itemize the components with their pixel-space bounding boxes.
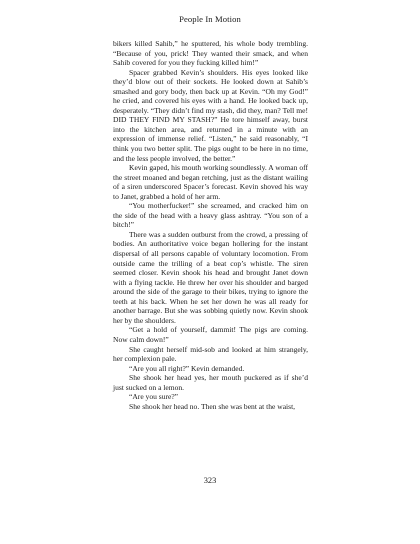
page-body-text xyxy=(113,39,308,411)
paragraph: She shook her head yes, her mouth puckered as if she’d just sucked on a lemon. xyxy=(113,373,308,392)
paragraph: “You motherfucker!” she screamed, and cracked him on the side of the head with a heavy glass ashtray. “You son of a bitch!” xyxy=(113,201,308,230)
running-header: People In Motion xyxy=(179,14,241,24)
paragraph: “Get a hold of yourself, dammit! The pigs are coming. Now calm down!” xyxy=(113,325,308,344)
paragraph: She caught herself mid-sob and looked at him strangely, her complexion pale. xyxy=(113,344,308,364)
paragraph: There was a sudden outburst from the crowd, a pressing of bodies. An authoritative voice began hollering for the instant dispersal of all persons capable of voluntary locomotion. From outside came the trilling of a beat cop’s whistle. The siren seemed closer. Kevin shook his head and brought Janet down with a flying tackle. He threw her over his shoulder and barged around the side of the garage to their bikes, trying to ignore the teeth at his back. When he set her down he was all ready for another barrage. But she was sobbing quietly now. Kevin shook her by the shoulders. xyxy=(113,229,308,325)
page-number: 323 xyxy=(203,476,217,485)
paragraph: “Are you sure?” xyxy=(129,392,179,402)
paragraph: She shook her head no. Then she was bent at the waist, xyxy=(129,401,296,411)
paragraph: Kevin gaped, his mouth working soundlessly. A woman off the street moaned and began retching, just as the distant wailing of a siren underscored Spacer’s forecast. Kevin shoved his way to Janet, grabbed a hold of her arm. xyxy=(113,163,308,201)
paragraph: bikers killed Sahib,” he sputtered, his whole body trembling. “Because of you, prick! They wanted their smack, and when Sahib covered for you they fucking killed him!” xyxy=(113,39,308,68)
paragraph: Spacer grabbed Kevin’s shoulders. His eyes looked like they’d blow out of their sockets. He looked down at Sahib’s smashed and gory body, then back up at Kevin. “Oh my God!” he cried, and covered his eyes with a hand. He looked back up, desperately. “They didn’t find my stash, did they, man? Tell me! DID THEY FIND MY STASH?” He tore himself away, burst into the kitchen area, and returned in a minute with an expression of immense relief. “Listen,” he said reasonably, “I think you two better split. The pigs ought to be here in no time, and the less people involved, the better.” xyxy=(113,67,308,163)
paragraph: “Are you all right?” Kevin demanded. xyxy=(129,363,245,373)
